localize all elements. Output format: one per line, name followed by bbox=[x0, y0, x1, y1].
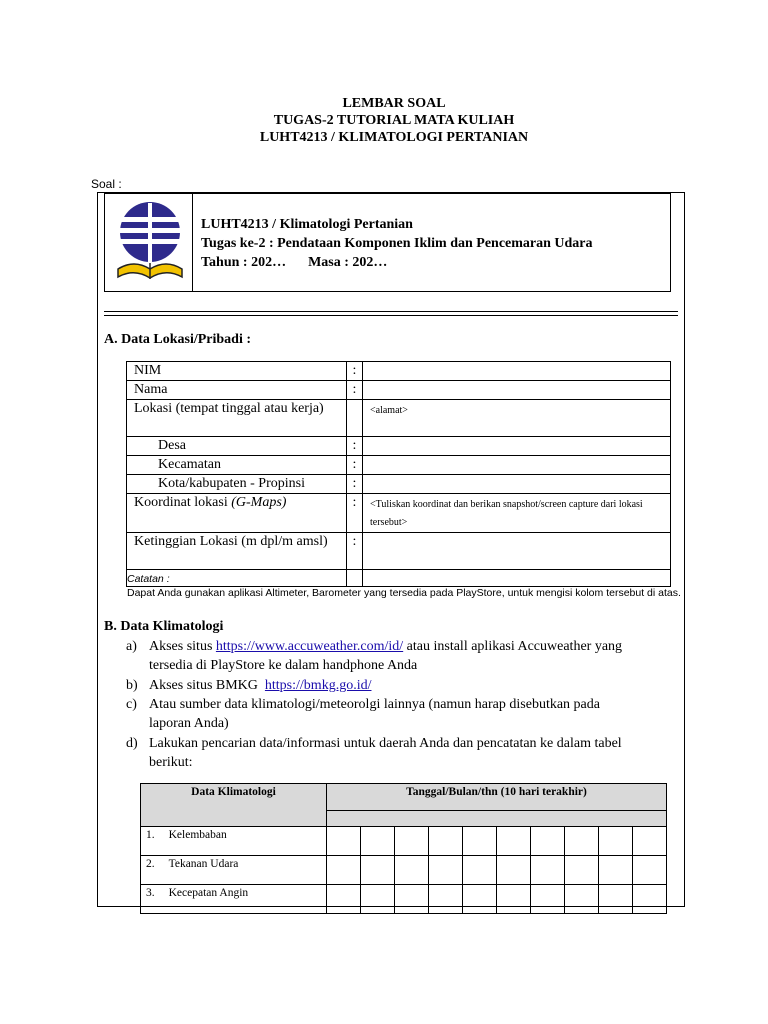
row-separator: : bbox=[347, 381, 363, 400]
data-cell[interactable] bbox=[463, 885, 497, 914]
accuweather-link[interactable]: https://www.accuweather.com/id/ bbox=[215, 639, 404, 654]
logo-cell bbox=[104, 193, 193, 292]
blank-field[interactable] bbox=[363, 570, 671, 587]
data-cell[interactable] bbox=[327, 885, 361, 914]
list-item bbox=[149, 637, 622, 657]
data-cell[interactable] bbox=[361, 827, 395, 856]
row-label bbox=[141, 827, 327, 856]
data-cell[interactable] bbox=[361, 856, 395, 885]
term-text: Masa : 202… bbox=[308, 255, 388, 270]
col-header-date: Tanggal/Bulan/thn (10 hari terakhir) bbox=[327, 784, 667, 811]
double-divider bbox=[104, 311, 678, 316]
data-cell[interactable] bbox=[463, 827, 497, 856]
village-field[interactable] bbox=[363, 437, 671, 456]
section-a-heading: A. Data Lokasi/Pribadi : bbox=[104, 332, 252, 347]
data-cell[interactable] bbox=[599, 856, 633, 885]
district-field[interactable] bbox=[363, 456, 671, 475]
personal-data-table bbox=[126, 361, 671, 587]
row-label: Ketinggian Lokasi (m dpl/m amsl) bbox=[127, 533, 347, 570]
data-cell[interactable] bbox=[429, 885, 463, 914]
year-line bbox=[201, 253, 387, 272]
row-label bbox=[127, 494, 347, 533]
data-cell[interactable] bbox=[565, 827, 599, 856]
table-row bbox=[127, 400, 671, 437]
data-cell[interactable] bbox=[395, 885, 429, 914]
note-title: Catatan : bbox=[127, 573, 170, 585]
list-item-text: atau install aplikasi Accuweather yang bbox=[403, 639, 623, 654]
data-cell[interactable] bbox=[327, 856, 361, 885]
data-cell[interactable] bbox=[361, 885, 395, 914]
row-separator: : bbox=[347, 475, 363, 494]
data-cell[interactable] bbox=[565, 856, 599, 885]
data-cell[interactable] bbox=[497, 885, 531, 914]
data-cell[interactable] bbox=[497, 856, 531, 885]
data-cell[interactable] bbox=[429, 827, 463, 856]
data-cell[interactable] bbox=[463, 856, 497, 885]
table-row bbox=[141, 827, 667, 856]
note-text: Dapat Anda gunakan aplikasi Altimeter, Barometer yang tersedia pada PlayStore, untuk mengisi kolom tersebut di atas. bbox=[127, 587, 681, 599]
humidity-label: Kelembaban bbox=[168, 829, 227, 841]
title-line-1: LEMBAR SOAL bbox=[342, 96, 446, 111]
university-logo-icon bbox=[104, 193, 192, 291]
city-province-field[interactable] bbox=[363, 475, 671, 494]
row-number: 2. bbox=[146, 858, 155, 870]
list-item-continuation: berikut: bbox=[149, 755, 193, 770]
data-cell[interactable] bbox=[633, 827, 667, 856]
title-line-2: TUGAS-2 TUTORIAL MATA KULIAH bbox=[273, 113, 515, 128]
row-separator bbox=[347, 400, 363, 437]
row-label bbox=[141, 856, 327, 885]
table-row bbox=[127, 475, 671, 494]
table-row bbox=[141, 885, 667, 914]
table-row bbox=[127, 570, 671, 587]
pressure-label: Tekanan Udara bbox=[168, 858, 239, 870]
table-row bbox=[127, 494, 671, 533]
list-item: Atau sumber data klimatologi/meteorolgi lainnya (namun harap disebutkan pada bbox=[149, 697, 600, 712]
list-item: Lakukan pencarian data/informasi untuk daerah Anda dan pencatatan ke dalam tabel bbox=[149, 736, 622, 751]
row-label: Desa bbox=[127, 437, 347, 456]
row-number: 3. bbox=[146, 887, 155, 899]
bmkg-link[interactable]: https://bmkg.go.id/ bbox=[264, 678, 372, 693]
data-cell[interactable] bbox=[633, 856, 667, 885]
coordinate-label: Koordinat lokasi bbox=[134, 495, 232, 510]
course-code-title: LUHT4213 / Klimatologi Pertanian bbox=[201, 217, 413, 232]
data-cell[interactable] bbox=[327, 827, 361, 856]
data-cell[interactable] bbox=[599, 827, 633, 856]
altitude-field[interactable] bbox=[363, 533, 671, 570]
soal-label: Soal : bbox=[91, 177, 122, 191]
name-field[interactable] bbox=[363, 381, 671, 400]
table-row bbox=[127, 362, 671, 381]
list-item-text: Akses situs BMKG bbox=[149, 678, 265, 693]
row-number: 1. bbox=[146, 829, 155, 841]
assignment-title: Tugas ke-2 : Pendataan Komponen Iklim dan Pencemaran Udara bbox=[201, 236, 593, 251]
table-row bbox=[127, 456, 671, 475]
col-header-data: Data Klimatologi bbox=[141, 784, 327, 827]
nim-field[interactable] bbox=[363, 362, 671, 381]
row-separator: : bbox=[347, 456, 363, 475]
coordinate-label-italic: (G-Maps) bbox=[231, 495, 287, 510]
row-label: Nama bbox=[127, 381, 347, 400]
list-item-continuation: laporan Anda) bbox=[149, 716, 229, 731]
list-item bbox=[149, 676, 371, 696]
table-row bbox=[127, 533, 671, 570]
data-cell[interactable] bbox=[633, 885, 667, 914]
row-separator: : bbox=[347, 533, 363, 570]
list-marker: c) bbox=[126, 697, 137, 712]
data-cell[interactable] bbox=[531, 856, 565, 885]
data-cell[interactable] bbox=[395, 827, 429, 856]
title-line-3: LUHT4213 / KLIMATOLOGI PERTANIAN bbox=[259, 130, 529, 145]
table-row bbox=[141, 856, 667, 885]
table-row bbox=[127, 381, 671, 400]
data-cell[interactable] bbox=[395, 856, 429, 885]
row-label: NIM bbox=[127, 362, 347, 381]
list-item-continuation: tersedia di PlayStore ke dalam handphone Anda bbox=[149, 658, 418, 673]
section-b-heading: B. Data Klimatologi bbox=[104, 619, 224, 634]
data-cell[interactable] bbox=[531, 827, 565, 856]
list-marker: d) bbox=[126, 736, 138, 751]
wind-speed-label: Kecepatan Angin bbox=[168, 887, 249, 899]
row-label: Kota/kabupaten - Propinsi bbox=[127, 475, 347, 494]
climatology-table bbox=[140, 783, 667, 914]
list-marker: a) bbox=[126, 639, 137, 654]
row-label: Lokasi (tempat tinggal atau kerja) bbox=[127, 400, 347, 437]
table-header-row bbox=[141, 784, 667, 811]
row-label: Kecamatan bbox=[127, 456, 347, 475]
coordinate-field[interactable]: <Tuliskan koordinat dan berikan snapshot/screen capture dari lokasi tersebut> bbox=[363, 494, 671, 533]
data-cell[interactable] bbox=[599, 885, 633, 914]
date-subheader bbox=[327, 811, 667, 827]
data-cell[interactable] bbox=[565, 885, 599, 914]
list-item-text: Akses situs bbox=[149, 639, 216, 654]
address-field[interactable]: <alamat> bbox=[363, 400, 671, 437]
table-row bbox=[127, 437, 671, 456]
list-marker: b) bbox=[126, 678, 138, 693]
row-separator bbox=[347, 570, 363, 587]
year-text: Tahun : 202… bbox=[201, 255, 287, 270]
data-cell[interactable] bbox=[497, 827, 531, 856]
row-separator: : bbox=[347, 494, 363, 533]
row-separator: : bbox=[347, 362, 363, 381]
row-label bbox=[141, 885, 327, 914]
data-cell[interactable] bbox=[429, 856, 463, 885]
data-cell[interactable] bbox=[531, 885, 565, 914]
row-separator: : bbox=[347, 437, 363, 456]
